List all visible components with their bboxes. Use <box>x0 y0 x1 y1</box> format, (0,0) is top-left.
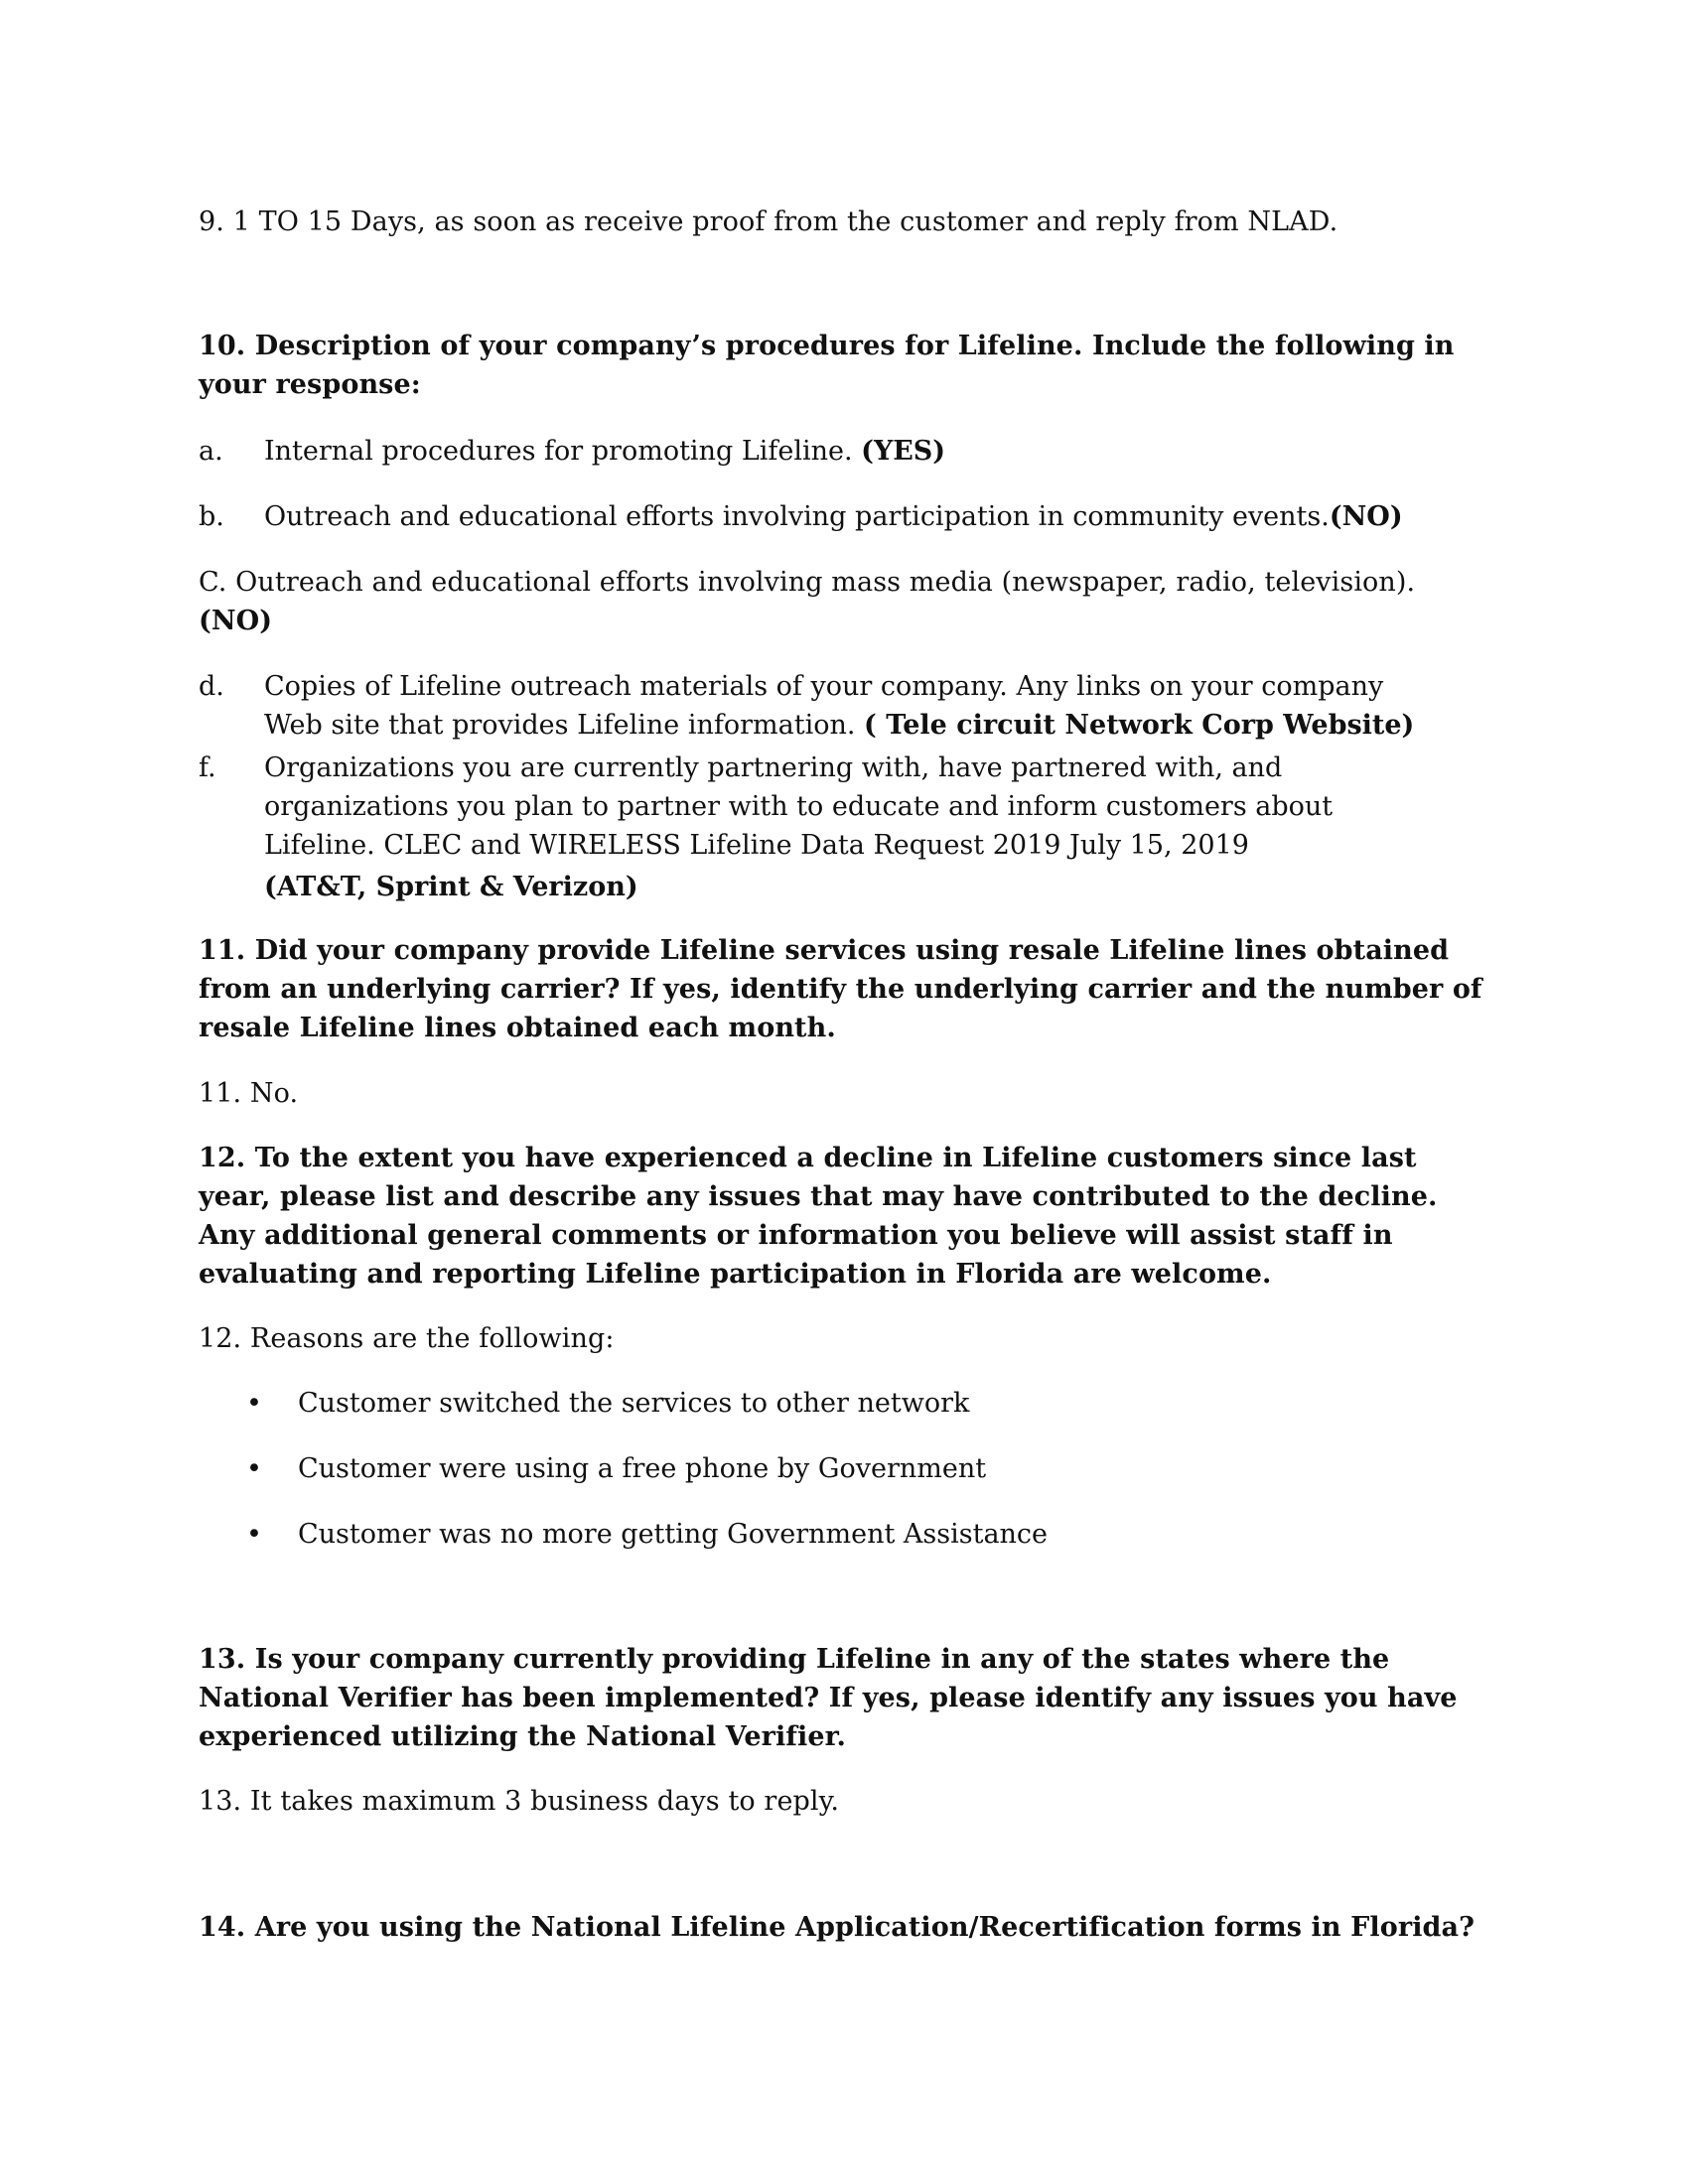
question-11-line-3: resale Lifeline lines obtained each month. <box>199 1013 836 1043</box>
bullet-text: Customer were using a free phone by Government <box>298 1453 987 1484</box>
list-item-text-line-3: Lifeline. CLEC and WIRELESS Lifeline Data Request 2019 July 15, 2019 <box>264 830 1249 861</box>
question-12-line-1: 12. To the extent you have experienced a decline in Lifeline customers since last <box>199 1143 1417 1173</box>
answer-13: 13. It takes maximum 3 business days to reply. <box>199 1786 840 1817</box>
list-letter: d. <box>199 671 224 702</box>
answer-11: 11. No. <box>199 1078 299 1109</box>
question-10-line-1: 10. Description of your company’s procedures for Lifeline. Include the following in <box>199 331 1455 361</box>
question-13-line-3: experienced utilizing the National Verifier. <box>199 1721 846 1752</box>
list-item-text-line-2: Web site that provides Lifeline information. <box>264 710 865 741</box>
list-item-text: C. Outreach and educational efforts involving mass media (newspaper, radio, television). <box>199 567 1416 598</box>
list-item-answer: ( Tele circuit Network Corp Website) <box>864 710 1415 741</box>
question-11-line-1: 11. Did your company provide Lifeline services using resale Lifeline lines obtained <box>199 935 1450 966</box>
question-11-heading <box>199 931 1489 1047</box>
list-item-answer: (NO) <box>199 606 273 636</box>
list-item-c <box>199 563 1489 640</box>
question-12-line-3: Any additional general comments or information you believe will assist staff in <box>199 1220 1393 1251</box>
question-13-line-2: National Verifier has been implemented? If yes, please identify any issues you have <box>199 1683 1458 1713</box>
answer-12-intro: 12. Reasons are the following: <box>199 1323 615 1354</box>
question-10-heading <box>199 327 1489 404</box>
question-13-heading <box>199 1640 1489 1756</box>
bullet-text: Customer switched the services to other network <box>298 1388 970 1419</box>
list-item-answer: (AT&T, Sprint & Verizon) <box>264 872 638 902</box>
question-12-line-2: year, please list and describe any issues that may have contributed to the decline. <box>199 1181 1438 1212</box>
question-14-heading: 14. Are you using the National Lifeline Application/Recertification forms in Florida? <box>199 1912 1476 1943</box>
question-12-heading <box>199 1139 1489 1294</box>
question-11-line-2: from an underlying carrier? If yes, identify the underlying carrier and the number of <box>199 974 1482 1005</box>
list-item-text: Internal procedures for promoting Lifeline. <box>264 436 862 467</box>
bullet-text: Customer was no more getting Government Assistance <box>298 1519 1049 1550</box>
list-letter: a. <box>199 436 223 467</box>
list-item-answer: (NO) <box>1329 501 1403 532</box>
list-item-text-line-2: organizations you plan to partner with to educate and inform customers about <box>264 791 1334 822</box>
list-item-answer: (YES) <box>861 436 946 467</box>
question-12-line-4: evaluating and reporting Lifeline participation in Florida are welcome. <box>199 1259 1272 1290</box>
list-letter: f. <box>199 752 216 783</box>
question-13-line-1: 13. Is your company currently providing Lifeline in any of the states where the <box>199 1644 1390 1675</box>
bullet-icon: • <box>246 1453 262 1484</box>
bullet-icon: • <box>246 1519 262 1550</box>
answer-9: 9. 1 TO 15 Days, as soon as receive proof from the customer and reply from NLAD. <box>199 206 1338 237</box>
list-letter: b. <box>199 501 224 532</box>
list-item-text-line-1: Copies of Lifeline outreach materials of your company. Any links on your company <box>264 671 1384 702</box>
question-10-line-2: your response: <box>199 369 421 400</box>
list-item-text: Outreach and educational efforts involving participation in community events. <box>264 501 1330 532</box>
bullet-icon: • <box>246 1388 262 1419</box>
list-item-text-line-1: Organizations you are currently partnering with, have partnered with, and <box>264 752 1283 783</box>
